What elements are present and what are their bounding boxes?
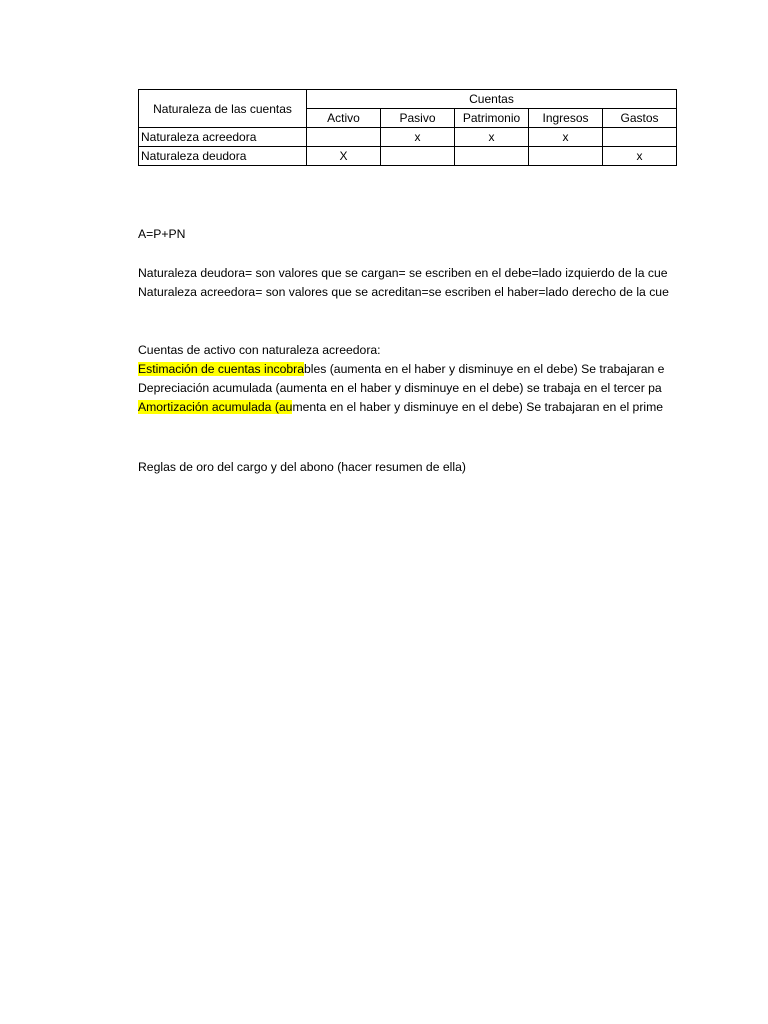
table-cell[interactable]: x <box>455 128 529 147</box>
rules-block <box>138 458 678 477</box>
contra-asset-depreciacion[interactable]: Depreciación acumulada (aumenta en el haber y disminuye en el debe) se trabaja en el tercer pa <box>138 381 662 395</box>
table-row <box>139 128 677 147</box>
accounts-nature-table <box>138 89 677 166</box>
contra-asset-amortizacion[interactable] <box>138 398 678 417</box>
contra-asset-estimacion[interactable] <box>138 360 678 379</box>
table-cell[interactable] <box>603 128 677 147</box>
corner-header-cell[interactable]: Naturaleza de las cuentas <box>139 90 307 128</box>
contra-assets-block <box>138 341 678 417</box>
definitions-block <box>138 264 678 302</box>
table-row <box>139 147 677 166</box>
cuentas-group-header[interactable]: Cuentas <box>307 90 677 109</box>
column-header-patrimonio[interactable]: Patrimonio <box>455 109 529 128</box>
column-header-activo[interactable]: Activo <box>307 109 381 128</box>
table-cell[interactable]: X <box>307 147 381 166</box>
accounting-equation[interactable]: A=P+PN <box>138 227 186 241</box>
line-text: menta en el haber y disminuye en el debe) Se trabajaran en el prime <box>292 400 664 414</box>
table-cell[interactable]: x <box>603 147 677 166</box>
table-cell[interactable]: x <box>381 128 455 147</box>
column-header-gastos[interactable]: Gastos <box>603 109 677 128</box>
table-cell[interactable] <box>381 147 455 166</box>
highlighted-text: Amortización acumulada (au <box>138 400 293 414</box>
table-cell[interactable] <box>307 128 381 147</box>
row-label-deudora[interactable]: Naturaleza deudora <box>139 147 307 166</box>
table-cell[interactable] <box>455 147 529 166</box>
table-cell[interactable] <box>529 147 603 166</box>
highlighted-text: Estimación de cuentas incobra <box>138 362 304 376</box>
line-text: bles (aumenta en el haber y disminuye en el debe) Se trabajaran e <box>303 362 665 376</box>
column-header-ingresos[interactable]: Ingresos <box>529 109 603 128</box>
table-cell[interactable]: x <box>529 128 603 147</box>
table-header-row <box>139 90 677 109</box>
definition-deudora[interactable]: Naturaleza deudora= son valores que se cargan= se escriben en el debe=lado izquierdo de la cue <box>138 266 668 280</box>
column-header-pasivo[interactable]: Pasivo <box>381 109 455 128</box>
equation-block <box>138 225 678 244</box>
rules-note[interactable]: Reglas de oro del cargo y del abono (hacer resumen de ella) <box>138 460 466 474</box>
definition-acreedora[interactable]: Naturaleza acreedora= son valores que se acreditan=se escriben el haber=lado derecho de la cue <box>138 285 669 299</box>
contra-assets-heading[interactable]: Cuentas de activo con naturaleza acreedora: <box>138 343 381 357</box>
row-label-acreedora[interactable]: Naturaleza acreedora <box>139 128 307 147</box>
